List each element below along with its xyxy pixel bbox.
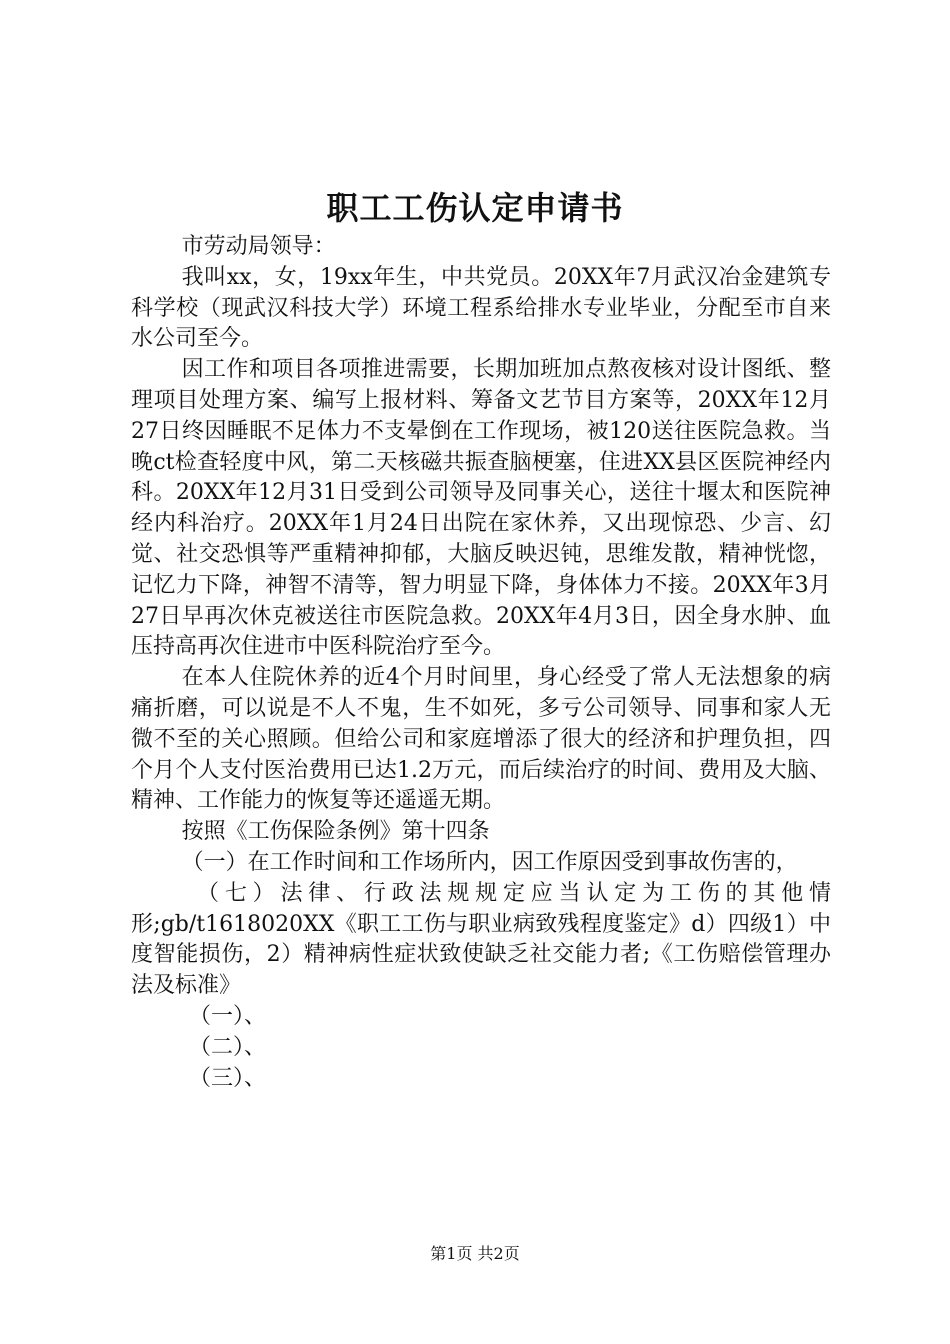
document-body	[131, 232, 831, 1094]
page-footer: 第1页 共2页	[430, 1244, 520, 1263]
salutation: 市劳动局领导：	[181, 234, 336, 259]
paragraph-intro: 我叫xx，女，19xx年生，中共党员。20XX年7月武汉冶金建筑专科学校（现武汉科技大学）环境工程系给排水专业毕业，分配至市自来水公司至今。	[131, 264, 831, 352]
list-item: （一）、	[189, 1003, 267, 1029]
paragraph-illness: 因工作和项目各项推进需要，长期加班加点熬夜核对设计图纸、整理项目处理方案、编写上报材料、筹备文艺节目方案等，20XX年12月27日终因睡眠不足体力不支晕倒在工作现场，被120送往医院急救。当晚ct检查轻度中风，第二天核磁共振查脑梗塞，住进XX县区医院神经内科。20XX年12月31日受到公司领导及同事关心，送往十堰太和医院神经内科治疗。20XX年1月24日出院在家休养，又出现惊恐、少言、幻觉、社交恐惧等严重精神抑郁，大脑反映迟钝，思维发散，精神恍惚，记忆力下降，神智不清等，智力明显下降，身体体力不接。20XX年3月27日早再次休克被送往市医院急救。20XX年4月3日，因全身水肿、血压持高再次住进市中医科院治疗至今。	[131, 357, 831, 660]
list-item: （三）、	[189, 1065, 267, 1091]
document-title: 职工工伤认定申请书	[326, 189, 624, 227]
clause-one: （一）在工作时间和工作场所内，因工作原因受到事故伤害的，	[181, 849, 798, 875]
clause-seven: （七）法律、行政法规规定应当认定为工伤的其他情形;gb/t1618020XX《职工工伤与职业病致残程度鉴定》d）四级1）中度智能损伤，2）精神病性症状致使缺乏社交能力者;《工伤赔偿管理办法及标准》	[131, 880, 831, 999]
list-item: （二）、	[189, 1034, 267, 1060]
paragraph-hardship: 在本人住院休养的近4个月时间里，身心经受了常人无法想象的病痛折磨，可以说是不人不鬼，生不如死，多亏公司领导、同事和家人无微不至的关心照顾。但给公司和家庭增添了很大的经济和护理负担，四个月个人支付医治费用已达1.2万元，而后续治疗的时间、费用及大脑、精神、工作能力的恢复等还遥遥无期。	[131, 665, 831, 814]
basis-intro: 按照《工伤保险条例》第十四条	[181, 819, 490, 845]
